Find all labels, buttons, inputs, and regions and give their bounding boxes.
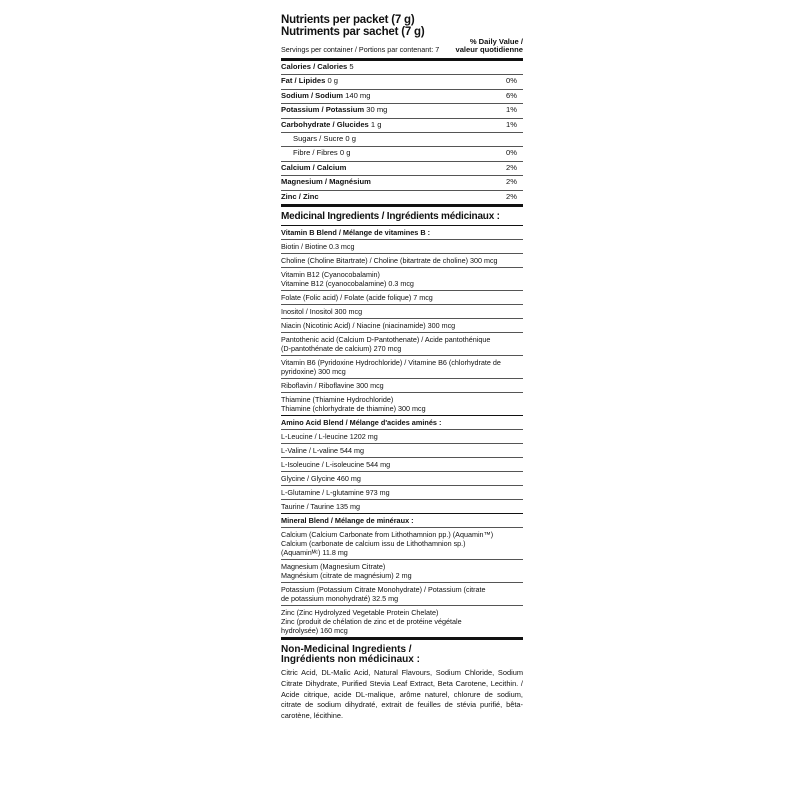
non-medicinal-text: Citric Acid, DL-Malic Acid, Natural Flavours, Sodium Chloride, Sodium Citrate Dihydrate, Purified Stevia Leaf Extract, Beta Carotene, Lecithin. / Acide citrique, acide DL-malique, arôme naturel, chlorure de sodium, citrate de sodium dihydraté, extrait de feuilles de stévia purifié, bêta-carotène, lécithine. [281,667,523,721]
ingredient-item: Glycine / Glycine 460 mg [281,472,523,486]
ingredient-item: Riboflavin / Riboflavine 300 mcg [281,379,523,393]
ingredient-item: Vitamin B6 (Pyridoxine Hydrochloride) / Vitamine B6 (chlorhydrate de pyridoxine) 300 mcg [281,356,523,379]
nutrient-name: Calcium / Calcium [281,162,347,172]
ingredient-item: Inositol / Inositol 300 mcg [281,305,523,319]
nutrient-label [281,133,356,146]
nutrient-daily-value: 0% [506,76,517,86]
nutrient-row [281,176,523,190]
nutrient-row [281,119,523,133]
ingredient-item: Calcium (Calcium Carbonate from Lithothamnion pp.) (Aquamin™) Calcium (carbonate de calcium issu de Lithothamnion sp.) (Aquaminᴹᶜ) 11.8 mg [281,528,523,560]
nutrient-daily-value: 2% [506,177,517,187]
nutrient-daily-value [517,61,523,74]
ingredient-item: Niacin (Nicotinic Acid) / Niacine (niacinamide) 300 mcg [281,319,523,333]
nutrient-name: Potassium / Potassium [281,105,365,115]
nutrient-amount: 5 [349,62,354,71]
nutrient-label [281,104,387,117]
daily-value-line1: % Daily Value / [469,37,523,46]
ingredient-item: Thiamine (Thiamine Hydrochloride) Thiamine (chlorhydrate de thiamine) 300 mcg [281,394,426,413]
ingredient-item: L-Leucine / L-leucine 1202 mg [281,430,523,444]
nutrient-name: Carbohydrate / Glucides [281,119,369,129]
ingredient-item: Choline (Choline Bitartrate) / Choline (bitartrate de choline) 300 mcg [281,254,523,268]
nutrient-label [281,176,371,189]
mineral-list [281,528,523,637]
nutrient-daily-value: 2% [506,162,517,172]
nutrient-label [281,162,346,175]
nutrients-table [281,61,523,204]
nutrient-daily-value: 6% [506,90,517,100]
amino-acid-list [281,430,523,513]
nutrient-label [281,191,319,204]
nutrient-label [281,75,338,88]
nutrient-amount: 0 g [327,76,338,86]
nutrient-amount: 30 mg [366,105,388,115]
vitamin-b-heading: Vitamin B Blend / Mélange de vitamines B : [281,227,431,237]
nutrient-row [281,191,523,204]
nutrient-name: Calories / Calories [281,62,348,71]
nutrient-name: Sodium / Sodium [281,90,344,100]
nutrient-daily-value: 0% [506,148,517,158]
ingredient-item: Potassium (Potassium Citrate Monohydrate) / Potassium (citrate de potassium monohydraté) 32.5 mg [281,583,523,606]
ingredient-item: Vitamin B12 (Cyanocobalamin) Vitamine B12 (cyanocobalamine) 0.3 mcg [281,268,523,291]
nutrient-amount: 1 g [370,119,382,129]
daily-value-line2: valeur quotidienne [455,45,523,54]
non-medicinal-heading-fr: Ingrédients non médicinaux : [281,653,420,665]
amino-acid-heading: Amino Acid Blend / Mélange d'acides aminés : [281,417,442,427]
nutrient-amount: 0 g [339,148,351,158]
nutrient-daily-value: 2% [506,191,517,201]
nutrient-row [281,90,523,104]
nutrient-row [281,162,523,176]
nutrient-label [281,147,350,160]
medicinal-heading: Medicinal Ingredients / Ingrédients médicinaux : [281,210,500,222]
label-title-fr: Nutriments par sachet (7 g) [281,26,425,38]
nutrient-label [281,90,370,103]
nutrient-name: Magnesium / Magnésium [281,177,371,187]
nutrient-name: Fat / Lipides [281,76,326,86]
servings-text: Servings per container / Portions par contenant: 7 [281,45,440,54]
nutrient-daily-value [517,133,523,146]
ingredient-item: Magnesium (Magnesium Citrate) Magnésium (citrate de magnésium) 2 mg [281,560,523,583]
nutrient-daily-value: 1% [506,119,517,129]
nutrient-daily-value: 1% [506,105,517,115]
non-medicinal-heading-en: Non-Medicinal Ingredients / [281,643,412,655]
mineral-heading: Mineral Blend / Mélange de minéraux : [281,515,414,525]
nutrient-row [281,75,523,89]
ingredient-item: Biotin / Biotine 0.3 mcg [281,240,523,254]
nutrient-amount: 0 g [345,133,356,143]
ingredient-item: L-Glutamine / L-glutamine 973 mg [281,486,523,500]
ingredient-item: Zinc (Zinc Hydrolyzed Vegetable Protein Chelate) Zinc (produit de chélation de zinc et de protéine végétale hydrolysée) 160 mcg [281,607,462,635]
ingredient-item: L-Valine / L-valine 544 mg [281,444,523,458]
nutrient-row [281,147,523,161]
ingredient-item: Pantothenic acid (Calcium D-Pantothenate) / Acide pantothénique (D-pantothénate de calcium) 270 mcg [281,333,523,356]
nutrient-label [281,61,354,74]
nutrient-row [281,104,523,118]
vitamin-b-list [281,240,523,415]
nutrient-name: Sugars / Sucre [293,133,344,143]
ingredient-item: Folate (Folic acid) / Folate (acide folique) 7 mcg [281,291,523,305]
servings-row [281,38,523,54]
label-title-en: Nutrients per packet (7 g) [281,14,415,26]
daily-value-header [455,38,523,54]
nutrient-amount: 140 mg [345,90,371,100]
nutrient-name: Fibre / Fibres [293,148,338,158]
nutrient-row [281,133,523,147]
nutrient-name: Zinc / Zinc [281,191,319,201]
nutrient-row [281,61,523,75]
ingredient-item: Taurine / Taurine 135 mg [281,501,360,511]
nutrient-label [281,119,381,132]
ingredient-item: L-Isoleucine / L-isoleucine 544 mg [281,458,523,472]
nutrition-label [281,14,523,722]
